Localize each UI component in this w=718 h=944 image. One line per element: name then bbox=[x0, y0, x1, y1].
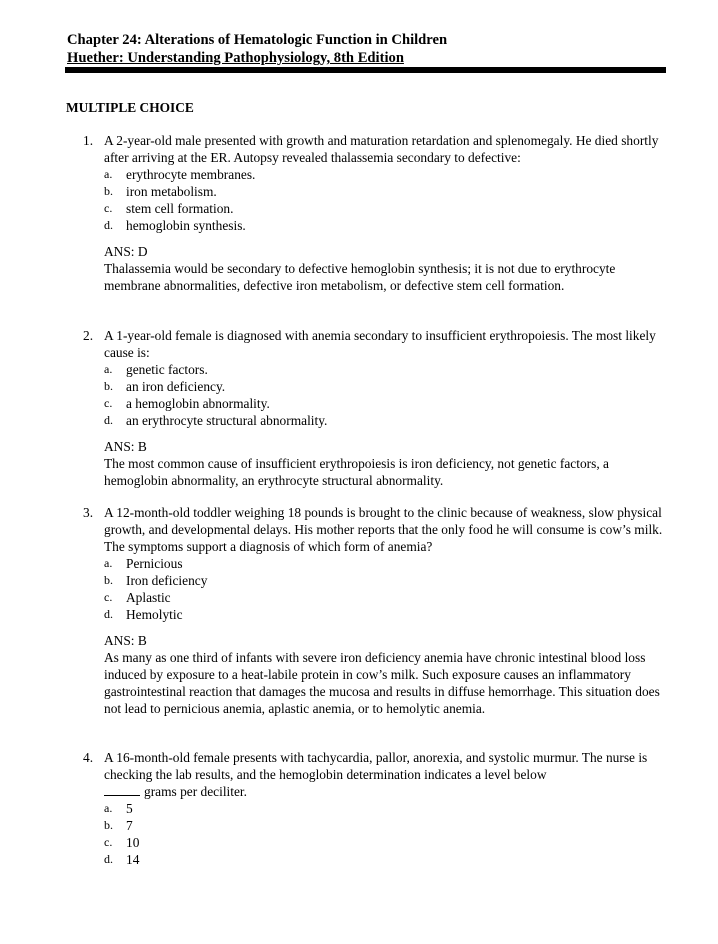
question-number: 4. bbox=[83, 750, 94, 765]
option-text: stem cell formation. bbox=[126, 201, 234, 216]
option-letter: b. bbox=[104, 818, 113, 832]
option-a bbox=[104, 166, 663, 183]
question-text-after-blank: grams per deciliter. bbox=[144, 784, 247, 799]
answer-key: ANS: B bbox=[104, 633, 147, 648]
question-2 bbox=[83, 327, 663, 489]
option-letter: a. bbox=[104, 801, 113, 815]
option-letter: c. bbox=[104, 835, 113, 849]
chapter-header bbox=[67, 31, 667, 67]
question-text: A 2-year-old male presented with growth and maturation retardation and splenomegaly. He died shortly after arriving at the ER. Autopsy revealed thalassemia secondary to defective: bbox=[104, 133, 659, 165]
option-c bbox=[104, 395, 663, 412]
answer-rationale: The most common cause of insufficient erythropoiesis is iron deficiency, not genetic factors, a hemoglobin abnormality, an erythrocyte structural abnormality. bbox=[104, 456, 609, 488]
answer-key: ANS: D bbox=[104, 244, 148, 259]
option-letter: a. bbox=[104, 167, 113, 181]
option-c bbox=[104, 834, 663, 851]
option-a bbox=[104, 361, 663, 378]
option-text: an iron deficiency. bbox=[126, 379, 226, 394]
option-text: Iron deficiency bbox=[126, 573, 208, 588]
option-text: an erythrocyte structural abnormality. bbox=[126, 413, 328, 428]
answer-rationale: Thalassemia would be secondary to defective hemoglobin synthesis; it is not due to erythrocyte membrane abnormalities, defective iron metabolism, or defective stem cell formation. bbox=[104, 261, 616, 293]
option-letter: c. bbox=[104, 590, 113, 604]
option-text: Pernicious bbox=[126, 556, 183, 571]
answer-key: ANS: B bbox=[104, 439, 147, 454]
option-a bbox=[104, 555, 663, 572]
question-text-before-blank: A 16-month-old female presents with tachycardia, pallor, anorexia, and systolic murmur. The nurse is checking the lab results, and the hemoglobin determination indicates a level below bbox=[104, 750, 648, 782]
option-d bbox=[104, 851, 663, 868]
option-letter: a. bbox=[104, 362, 113, 376]
option-text: 10 bbox=[126, 835, 140, 850]
option-letter: b. bbox=[104, 573, 113, 587]
question-text: A 1-year-old female is diagnosed with anemia secondary to insufficient erythropoiesis. The most likely cause is: bbox=[104, 328, 656, 360]
option-c bbox=[104, 589, 663, 606]
option-text: hemoglobin synthesis. bbox=[126, 218, 246, 233]
question-4 bbox=[83, 749, 663, 868]
option-text: genetic factors. bbox=[126, 362, 208, 377]
option-text: Aplastic bbox=[126, 590, 171, 605]
option-b bbox=[104, 378, 663, 395]
question-text: A 12-month-old toddler weighing 18 pounds is brought to the clinic because of weakness, slow physical growth, and developmental delays. His mother reports that the only food he will consume is cow’s milk. The symptoms support a diagnosis of which form of anemia? bbox=[104, 505, 663, 554]
question-3 bbox=[83, 504, 663, 717]
option-letter: d. bbox=[104, 218, 113, 232]
question-number: 1. bbox=[83, 133, 94, 148]
option-text: 5 bbox=[126, 801, 133, 816]
section-title: MULTIPLE CHOICE bbox=[66, 100, 194, 115]
options-list bbox=[83, 555, 663, 623]
option-d bbox=[104, 217, 663, 234]
options-list bbox=[83, 800, 663, 868]
option-letter: d. bbox=[104, 852, 113, 866]
option-b bbox=[104, 817, 663, 834]
options-list bbox=[83, 166, 663, 234]
option-letter: b. bbox=[104, 379, 113, 393]
option-text: iron metabolism. bbox=[126, 184, 217, 199]
question-text bbox=[104, 749, 663, 800]
question-number: 2. bbox=[83, 328, 94, 343]
question-1 bbox=[83, 132, 663, 294]
option-text: erythrocyte membranes. bbox=[126, 167, 256, 182]
answer-blank bbox=[104, 783, 140, 796]
answer-rationale: As many as one third of infants with severe iron deficiency anemia have chronic intestinal blood loss induced by exposure to a heat-labile protein in cow’s milk. Such exposure causes an inflammatory gastrointestinal reaction that damages the mucosa and results in diffuse hemorrhage. This situation does not lead to pernicious anemia, aplastic anemia, or to hemolytic anemia. bbox=[104, 650, 660, 716]
option-text: Hemolytic bbox=[126, 607, 183, 622]
options-list bbox=[83, 361, 663, 429]
option-b bbox=[104, 183, 663, 200]
option-d bbox=[104, 606, 663, 623]
chapter-title: Chapter 24: Alterations of Hematologic Function in Children bbox=[67, 32, 448, 48]
option-text: 14 bbox=[126, 852, 140, 867]
option-text: 7 bbox=[126, 818, 133, 833]
book-title: Huether: Understanding Pathophysiology, 8th Edition bbox=[67, 50, 404, 66]
option-letter: b. bbox=[104, 184, 113, 198]
header-rule bbox=[65, 67, 666, 73]
option-text: a hemoglobin abnormality. bbox=[126, 396, 270, 411]
option-letter: a. bbox=[104, 556, 113, 570]
option-a bbox=[104, 800, 663, 817]
option-b bbox=[104, 572, 663, 589]
option-c bbox=[104, 200, 663, 217]
option-letter: c. bbox=[104, 201, 113, 215]
option-d bbox=[104, 412, 663, 429]
option-letter: c. bbox=[104, 396, 113, 410]
option-letter: d. bbox=[104, 607, 113, 621]
option-letter: d. bbox=[104, 413, 113, 427]
question-number: 3. bbox=[83, 505, 94, 520]
